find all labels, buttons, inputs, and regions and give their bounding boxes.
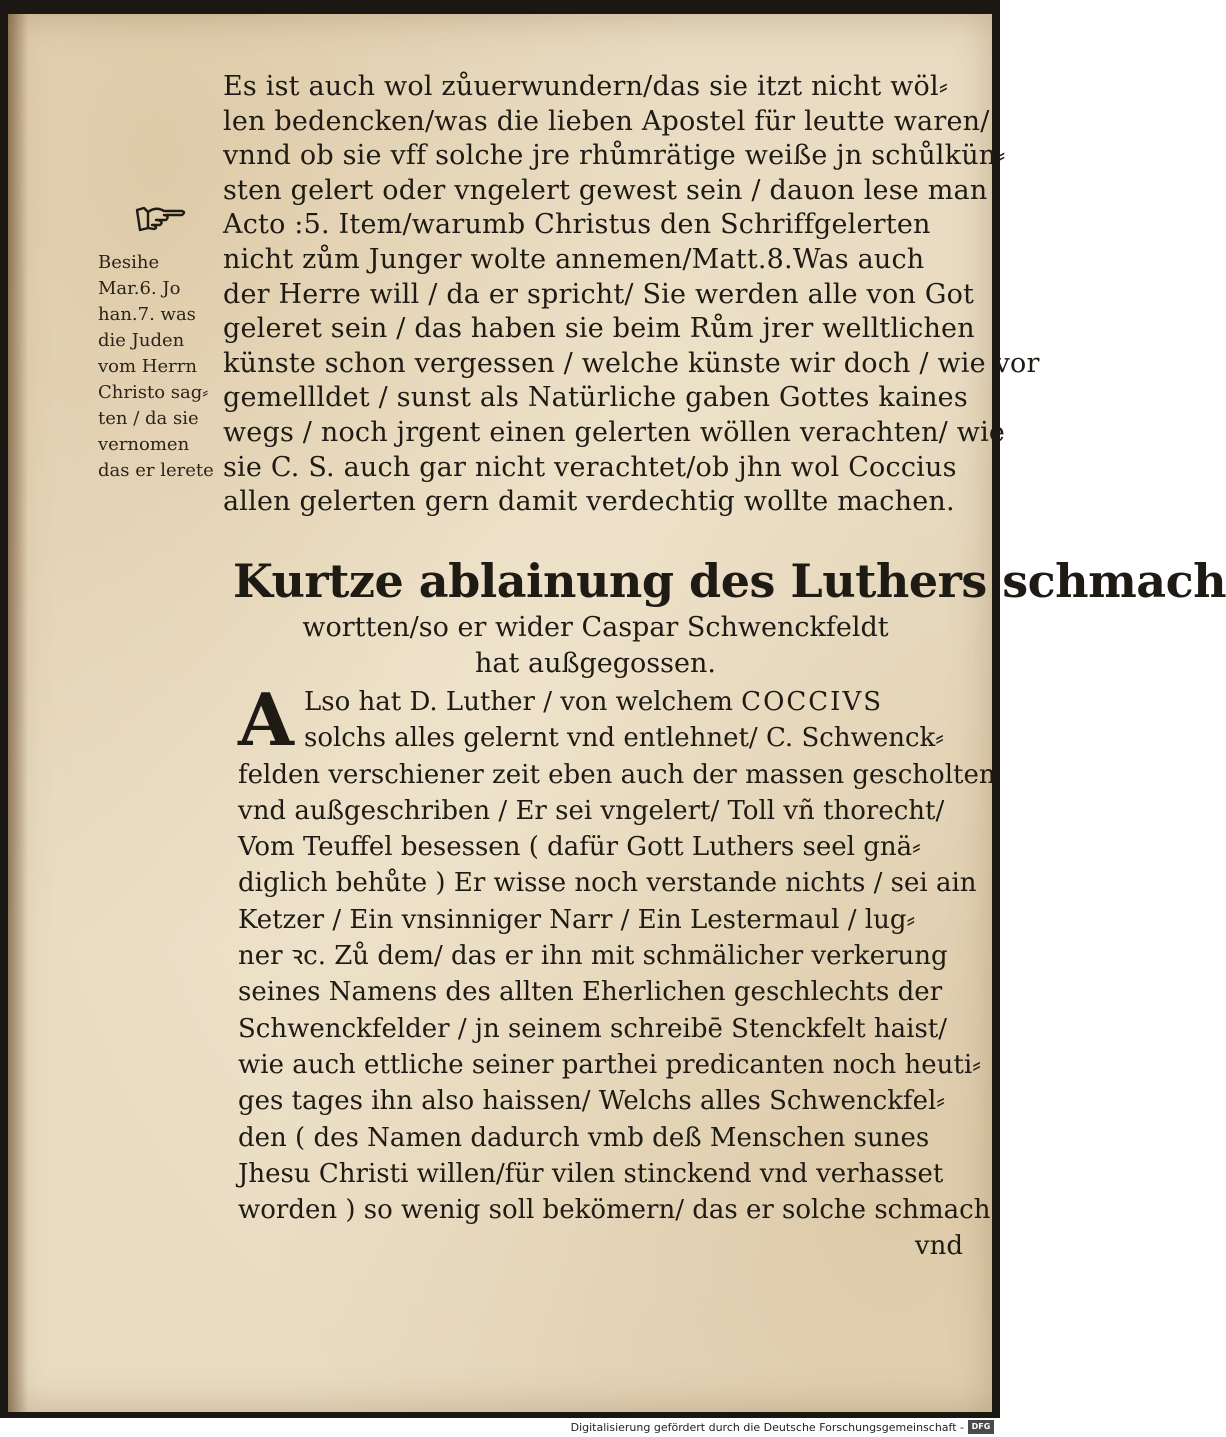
text-line: ner ꝛc. Zů dem/ das er ihn mit schmälicher verkerung (238, 941, 948, 972)
text-line: nicht zům Junger wolte annemen/Matt.8.Was auch (223, 243, 925, 275)
footer-credit: Digitalisierung gefördert durch die Deutsche Forschungsgemeinschaft - (570, 1421, 964, 1434)
section-subtitle-line: hat außgegossen. (475, 648, 716, 679)
margin-note-line: Christo sag⸗ (98, 382, 209, 403)
text-line: solchs alles gelernt vnd entlehnet/ C. Schwenck⸗ (304, 723, 944, 754)
page-gutter-shadow (8, 14, 28, 1412)
text-line: ges tages ihn also haissen/ Welchs alles Schwenckfel⸗ (238, 1086, 945, 1117)
text-line: wie auch ettliche seiner parthei predicanten noch heuti⸗ (238, 1049, 981, 1080)
text-fragment: Lso hat D. Luther / von welchem (304, 687, 742, 717)
text-line: Es ist auch wol zůuerwundern/das sie itzt nicht wöl⸗ (223, 71, 949, 102)
footer-bar (0, 1418, 1000, 1437)
text-line: worden ) so wenig soll bekömern/ das er solche schmach (238, 1195, 991, 1226)
section-title: Kurtze ablainung des Luthers schmach (233, 554, 1226, 608)
dropcap-lines (238, 677, 963, 762)
pointing-hand-icon (134, 202, 190, 236)
name-coccius: COCCIVS (741, 687, 884, 717)
margin-note-line: Besihe (98, 252, 160, 273)
text-line: seines Namens des allten Eherlichen geschlechts der (238, 977, 943, 1008)
book-page (8, 14, 1226, 1412)
text-line: vnd außgeschriben / Er sei vngelert/ Toll vñ thorecht/ (238, 795, 945, 826)
margin-note-line: Mar.6. Jo (98, 278, 181, 299)
text-line: diglich behůte ) Er wisse noch verstande nichts / sei ain (238, 868, 977, 899)
text-line: Vom Teuffel besessen ( dafür Gott Luthers seel gnä⸗ (238, 832, 921, 863)
margin-note-line: das er lerete (98, 460, 214, 481)
top-paragraph (223, 70, 1040, 520)
text-line: sie C. S. auch gar nicht verachtet/ob jhn wol Coccius (223, 451, 957, 483)
text-line: felden verschiener zeit eben auch der massen gescholten (238, 759, 996, 790)
text-line: gemellldet / sunst als Natürliche gaben Gottes kaines (223, 382, 968, 414)
text-line: Jhesu Christi willen/für vilen stinckend vnd verhasset (238, 1158, 944, 1189)
body-paragraph (238, 677, 996, 1265)
section-heading (233, 552, 1226, 682)
dfg-logo: DFG (968, 1420, 994, 1434)
text-line (238, 684, 963, 720)
margin-note-line: vernomen (98, 434, 190, 455)
text-line: den ( des Namen dadurch vmb deß Menschen sunes (238, 1122, 930, 1153)
text-line: Ketzer / Ein vnsinniger Narr / Ein Lestermaul / lug⸗ (238, 904, 916, 935)
text-line: Acto :5. Item/warumb Christus den Schriffgelerten (223, 209, 931, 241)
text-line: Schwenckfelder / jn seinem schreibē Stenckfelt haist/ (238, 1013, 947, 1044)
margin-note-line: han.7. was (98, 304, 196, 325)
margin-note-line: die Juden (98, 330, 185, 351)
margin-note-line: ten / da sie (98, 408, 199, 429)
catchword: vnd (914, 1231, 963, 1262)
text-line: sten gelert oder vngelert gewest sein / dauon lese man (223, 174, 988, 206)
text-line: der Herre will / da er spricht/ Sie werden alle von Got (223, 278, 975, 310)
text-line: allen gelerten gern damit verdechtig wollte machen. (223, 486, 955, 518)
text-line: wegs / noch jrgent einen gelerten wöllen verachten/ wie (223, 416, 1006, 448)
text-line: geleret sein / das haben sie beim Rům jrer welltlichen (223, 313, 975, 345)
section-subtitle-line: wortten/so er wider Caspar Schwenckfeldt (302, 612, 889, 643)
text-line: künste schon vergessen / welche künste wir doch / wie vor (223, 347, 1040, 379)
text-line: vnnd ob sie vff solche jre rhůmrätige weiße jn schůlkün⸗ (223, 140, 1006, 172)
margin-note (98, 250, 233, 484)
margin-note-line: vom Herrn (98, 356, 197, 377)
dropcap-letter: A (238, 677, 294, 762)
text-line: len bedencken/was die lieben Apostel für leutte waren/ (223, 105, 990, 137)
